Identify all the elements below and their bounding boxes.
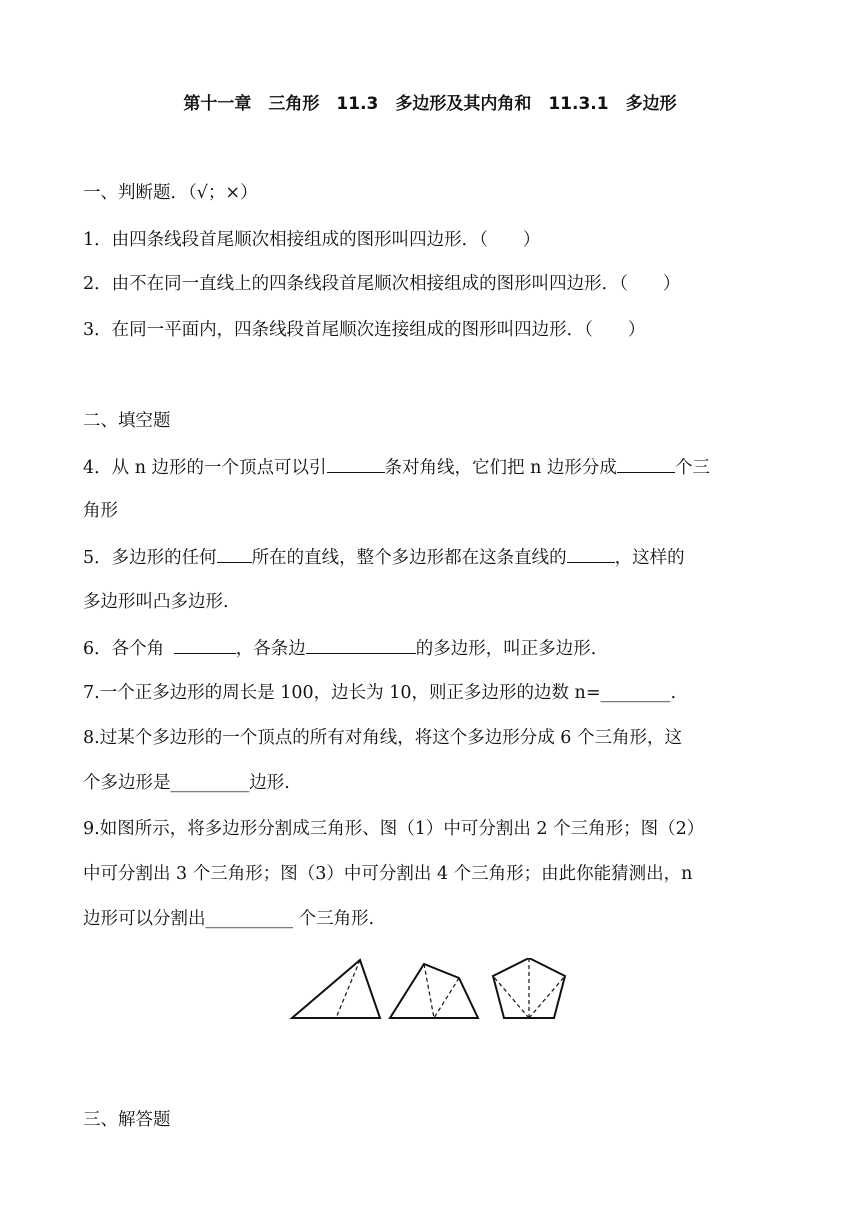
section3-heading: 三、解答题 xyxy=(83,1110,171,1130)
answer-blank[interactable] xyxy=(617,455,675,473)
question-5-cont: 多边形叫凸多边形. xyxy=(83,592,229,612)
answer-blank[interactable] xyxy=(174,636,236,654)
question-7-text-c: . xyxy=(670,683,677,703)
question-8-cont xyxy=(83,771,290,795)
question-5-text-c: ，这样的 xyxy=(614,548,685,568)
figure-1-triangle xyxy=(292,960,380,1018)
question-5-text-a: 5．多边形的任何 xyxy=(83,548,217,568)
question-4-cont: 角形 xyxy=(83,501,118,521)
answer-blank[interactable] xyxy=(327,455,385,473)
figure-3-pentagon xyxy=(493,958,565,1018)
question-9-text-e: 个三角形. xyxy=(293,909,375,929)
question-7 xyxy=(83,681,676,705)
section1-heading: 一、判断题．（√；×） xyxy=(83,183,258,203)
question-4-text-a: 4．从 n 边形的一个顶点可以引 xyxy=(83,458,327,478)
question-4-text-c: 个三 xyxy=(674,458,710,478)
figure-2-quadrilateral xyxy=(390,964,478,1018)
question-9-text-c: 边形可以分割出 xyxy=(83,909,206,929)
answer-blank[interactable] xyxy=(217,545,252,563)
question-7-text-a: 7.一个正多边形的周长是 100，边长为 10，则正多边形的边数 n= xyxy=(83,683,601,703)
question-1: 1．由四条线段首尾顺次相接组成的图形叫四边形．（ ） xyxy=(83,230,541,250)
question-6-text-a: 6．各个角 xyxy=(83,639,170,659)
answer-blank[interactable]: __________ xyxy=(205,909,293,929)
answer-blank[interactable]: _________ xyxy=(170,773,250,793)
question-6-text-c: 的多边形，叫正多边形． xyxy=(415,639,609,659)
question-4-text-b: 条对角线，它们把 n 边形分成 xyxy=(384,458,617,478)
page-title: 第十一章 三角形 11.3 多边形及其内角和 11.3.1 多边形 xyxy=(183,94,677,114)
question-9-cont-2 xyxy=(83,907,374,931)
question-5-text-b: 所在的直线，整个多边形都在这条直线的 xyxy=(251,548,567,568)
answer-blank[interactable]: ________ xyxy=(600,683,671,703)
answer-blank[interactable] xyxy=(567,545,615,563)
question-4 xyxy=(83,455,710,480)
question-6-text-b: ，各条边 xyxy=(235,639,306,659)
question-3: 3．在同一平面内，四条线段首尾顺次连接组成的图形叫四边形．（ ） xyxy=(83,320,646,340)
question-9: 9.如图所示，将多边形分割成三角形、图（1）中可分割出 2 个三角形；图（2） xyxy=(83,819,705,839)
polygon-division-figure xyxy=(288,958,588,1053)
section2-heading: 二、填空题 xyxy=(83,411,171,431)
question-9-cont-1: 中可分割出 3 个三角形；图（3）中可分割出 4 个三角形；由此你能猜测出，n xyxy=(83,864,693,884)
answer-blank[interactable] xyxy=(306,636,416,654)
question-8-text-d: 边形. xyxy=(249,773,290,793)
question-6 xyxy=(83,636,608,661)
question-8-text-b: 个多边形是 xyxy=(83,773,171,793)
question-8: 8.过某个多边形的一个顶点的所有对角线，将这个多边形分成 6 个三角形，这 xyxy=(83,728,682,748)
question-2: 2．由不在同一直线上的四条线段首尾顺次相接组成的图形叫四边形．（ ） xyxy=(83,274,681,294)
question-5 xyxy=(83,545,685,570)
